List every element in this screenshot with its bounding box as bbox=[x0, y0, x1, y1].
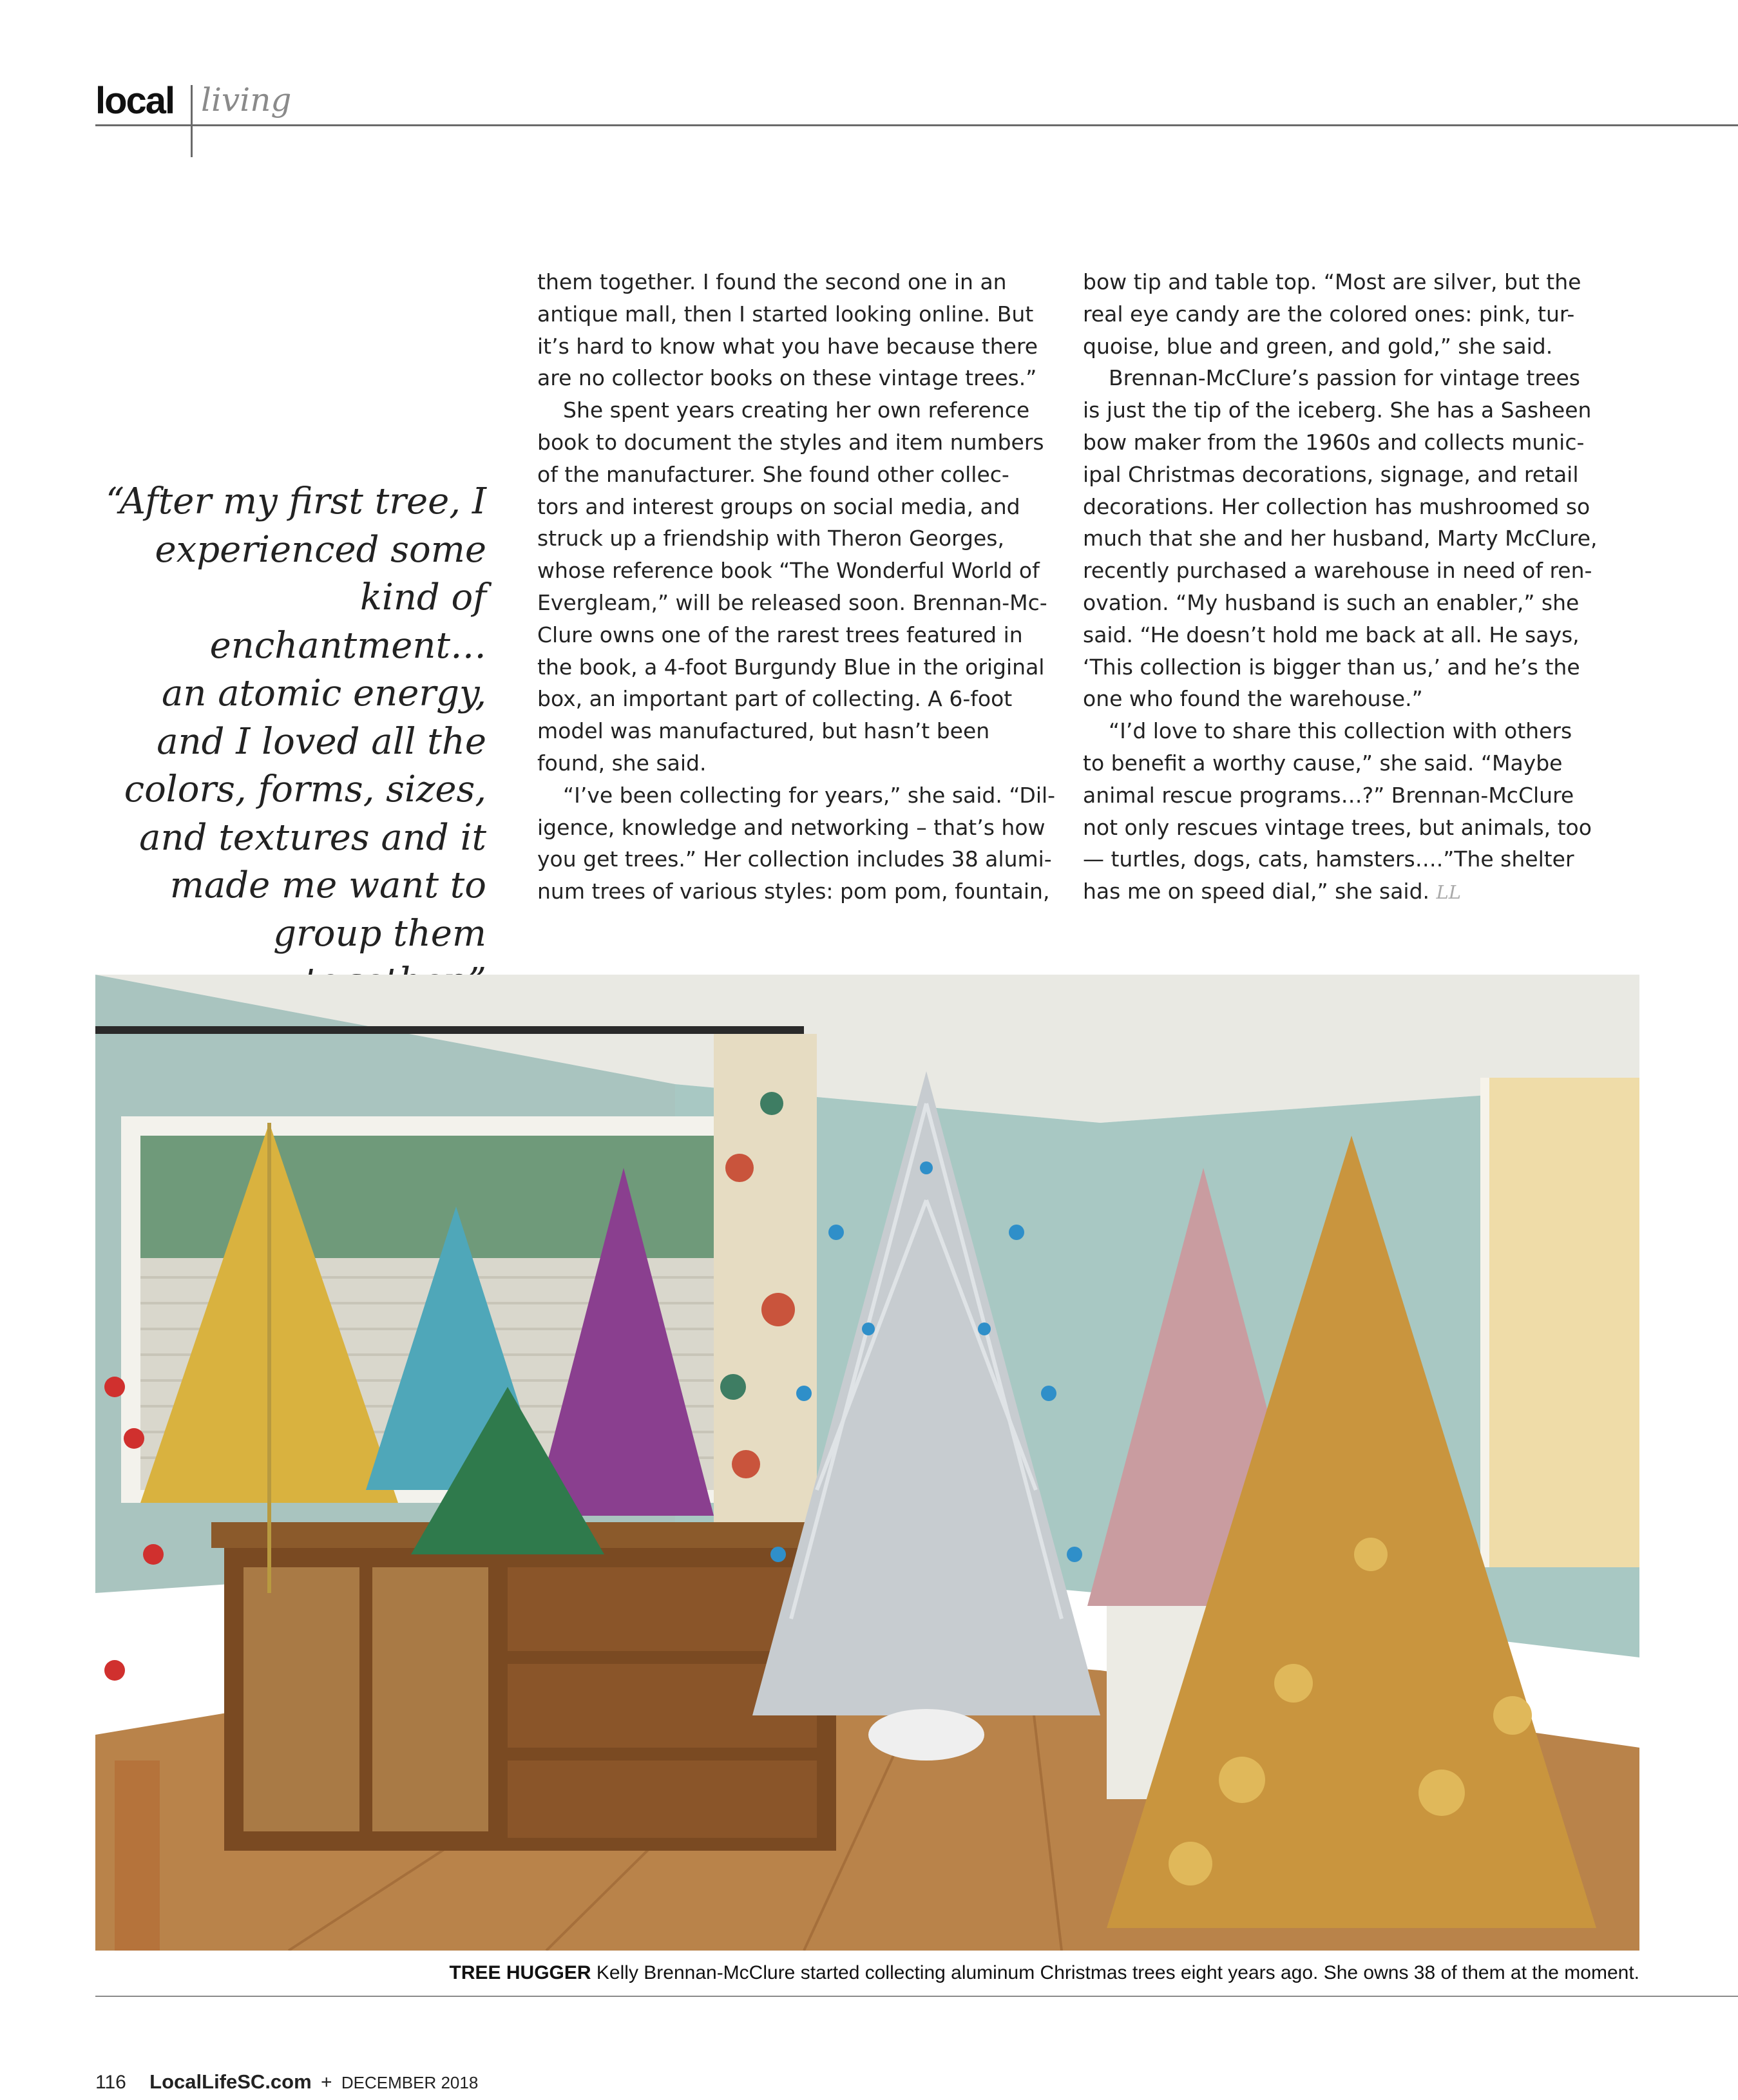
article-line: — turtles, dogs, cats, hamsters….”The shelter bbox=[1083, 846, 1574, 872]
caption-text: Kelly Brennan-McClure started collecting aluminum Christmas trees eight years ago. She owns 38 of them at the moment. bbox=[591, 1962, 1639, 1983]
article-line: tors and interest groups on social media, and bbox=[537, 493, 1020, 519]
article-line: animal rescue programs…?” Brennan-McClure bbox=[1083, 782, 1574, 808]
article-line: it’s hard to know what you have because there bbox=[537, 333, 1038, 359]
article-line: ipal Christmas decorations, signage, and retail bbox=[1083, 461, 1579, 487]
article-line: model was manufactured, but hasn’t been bbox=[537, 718, 990, 744]
header-divider bbox=[191, 85, 193, 157]
article-line: She spent years creating her own reference bbox=[563, 397, 1030, 423]
article-line: Evergleam,” will be released soon. Brennan-Mc- bbox=[537, 589, 1047, 615]
footer-separator: + bbox=[321, 2072, 332, 2093]
pull-quote-line: and I loved all the bbox=[157, 720, 486, 763]
pull-quote-line: made me want to bbox=[169, 864, 486, 906]
pull-quote-line: kind of enchantment… bbox=[209, 577, 486, 667]
magazine-logo: local bbox=[95, 80, 175, 122]
header-rule bbox=[95, 124, 1738, 126]
pull-quote-line: experienced some bbox=[155, 528, 486, 571]
article-line: of the manufacturer. She found other collec- bbox=[537, 461, 1009, 487]
article-line: recently purchased a warehouse in need of ren- bbox=[1083, 558, 1592, 584]
article-line: “I’ve been collecting for years,” she said. “Dil- bbox=[563, 782, 1056, 808]
caption-lead: TREE HUGGER bbox=[449, 1962, 591, 1983]
page-footer bbox=[95, 2070, 478, 2094]
page-number: 116 bbox=[95, 2072, 126, 2093]
article-line: ‘This collection is bigger than us,’ and he’s the bbox=[1083, 654, 1580, 680]
article-line: “I’d love to share this collection with others bbox=[1109, 718, 1572, 744]
article-line: Brennan-McClure’s passion for vintage trees bbox=[1109, 365, 1580, 391]
article-line: real eye candy are the colored ones: pink, tur- bbox=[1083, 301, 1575, 327]
article-line: you get trees.” Her collection includes 38 alumi- bbox=[537, 846, 1052, 872]
article-line: quoise, blue and green, and gold,” she said. bbox=[1083, 333, 1553, 359]
article-line: whose reference book “The Wonderful World of bbox=[537, 558, 1040, 584]
pull-quote bbox=[97, 478, 486, 1006]
article-line: antique mall, then I started looking online. But bbox=[537, 301, 1034, 327]
article-column-right bbox=[1083, 266, 1605, 909]
article-line: ovation. “My husband is such an enabler,” she bbox=[1083, 589, 1580, 615]
article-line: num trees of various styles: pom pom, fountain, bbox=[537, 879, 1050, 904]
photo-caption bbox=[95, 1962, 1639, 1984]
article-line: struck up a friendship with Theron Georges, bbox=[537, 526, 1004, 551]
article-line: bow tip and table top. “Most are silver, but the bbox=[1083, 269, 1581, 294]
pull-quote-line: an atomic energy, bbox=[162, 673, 486, 714]
pull-quote-line: “After my first tree, I bbox=[106, 481, 486, 522]
pull-quote-line: and textures and it bbox=[139, 816, 486, 859]
article-line: said. “He doesn’t hold me back at all. He says, bbox=[1083, 622, 1580, 647]
article-line: bow maker from the 1960s and collects munic- bbox=[1083, 429, 1585, 455]
article-line: decorations. Her collection has mushroomed so bbox=[1083, 493, 1590, 519]
article-line: not only rescues vintage trees, but animals, too bbox=[1083, 814, 1592, 840]
article-line: Clure owns one of the rarest trees featured in bbox=[537, 622, 1023, 647]
article-line: one who found the warehouse.” bbox=[1083, 686, 1423, 712]
article-line: is just the tip of the iceberg. She has a Sasheen bbox=[1083, 397, 1592, 423]
article-line: them together. I found the second one in an bbox=[537, 269, 1007, 294]
pull-quote-line: colors, forms, sizes, bbox=[124, 768, 486, 810]
article-line: the book, a 4-foot Burgundy Blue in the original bbox=[537, 654, 1045, 680]
article-line: book to document the styles and item numbers bbox=[537, 429, 1044, 455]
footer-rule bbox=[95, 1996, 1738, 1997]
article-line: box, an important part of collecting. A 6-foot bbox=[537, 686, 1013, 712]
author-signoff: LL bbox=[1436, 881, 1462, 904]
article-line: to benefit a worthy cause,” she said. “Maybe bbox=[1083, 750, 1563, 776]
article-column-left bbox=[537, 266, 1059, 908]
article-line: much that she and her husband, Marty McClure, bbox=[1083, 526, 1598, 551]
section-label: living bbox=[201, 81, 292, 119]
article-line: found, she said. bbox=[537, 750, 707, 776]
site-link[interactable]: LocalLifeSC.com bbox=[149, 2070, 312, 2093]
article-line: has me on speed dial,” she said. LL bbox=[1083, 879, 1462, 904]
feature-photo bbox=[95, 975, 1639, 1951]
pull-quote-line: group them bbox=[273, 912, 486, 955]
article-line: are no collector books on these vintage trees.” bbox=[537, 365, 1037, 391]
article-line: igence, knowledge and networking – that’s how bbox=[537, 814, 1046, 840]
issue-date: DECEMBER 2018 bbox=[341, 2073, 479, 2092]
